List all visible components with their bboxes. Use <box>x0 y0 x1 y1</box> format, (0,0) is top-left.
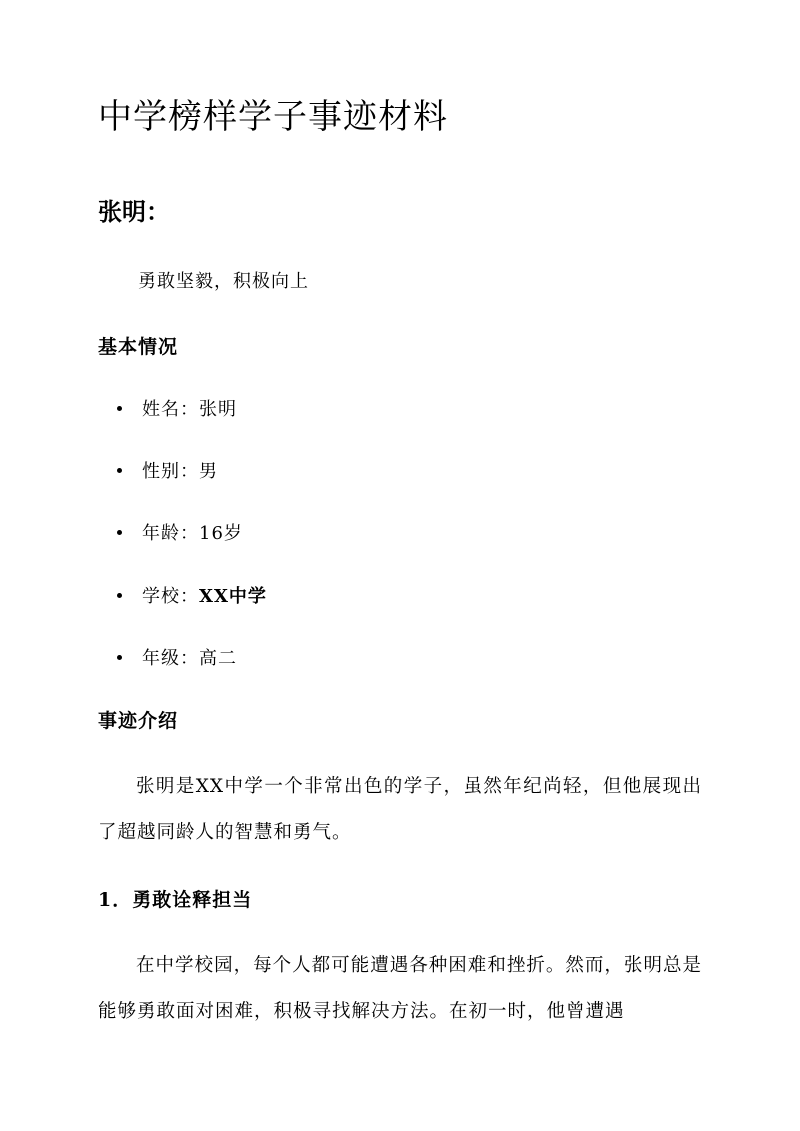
deeds-heading: 事迹介绍 <box>98 710 179 732</box>
info-value: XX中学 <box>199 586 267 607</box>
tagline: 勇敢坚毅，积极向上 <box>138 271 309 292</box>
person-heading: 张明： <box>98 197 170 226</box>
info-label: 年龄： <box>142 523 199 544</box>
bullet-dot-icon <box>117 655 122 660</box>
info-value: 张明 <box>199 399 237 420</box>
deeds-intro-paragraph: 张明是XX中学一个非常出色的学子，虽然年纪尚轻，但他展现出了超越同龄人的智慧和勇气。 <box>98 776 702 843</box>
info-value: 男 <box>199 461 218 482</box>
info-label: 姓名： <box>142 399 199 420</box>
info-label: 学校： <box>142 586 199 607</box>
subsection-heading: 1．勇敢诠释担当 <box>98 889 253 911</box>
info-value: 高二 <box>199 648 237 669</box>
bullet-dot-icon <box>117 468 122 473</box>
list-item <box>117 520 243 548</box>
list-item <box>117 396 237 424</box>
list-item <box>117 458 218 486</box>
bullet-dot-icon <box>117 530 122 535</box>
info-label: 性别： <box>142 461 199 482</box>
list-item <box>117 583 267 611</box>
subsection-paragraph: 在中学校园，每个人都可能遭遇各种困难和挫折。然而，张明总是能够勇敢面对困难，积极寻找解决方法。在初一时，他曾遭遇 <box>98 955 702 1022</box>
info-value: 16岁 <box>199 523 243 544</box>
document-title: 中学榜样学子事迹材料 <box>98 97 448 137</box>
bullet-dot-icon <box>117 406 122 411</box>
info-label: 年级： <box>142 648 199 669</box>
basic-info-heading: 基本情况 <box>98 336 179 358</box>
bullet-dot-icon <box>117 593 122 598</box>
list-item <box>117 645 237 673</box>
